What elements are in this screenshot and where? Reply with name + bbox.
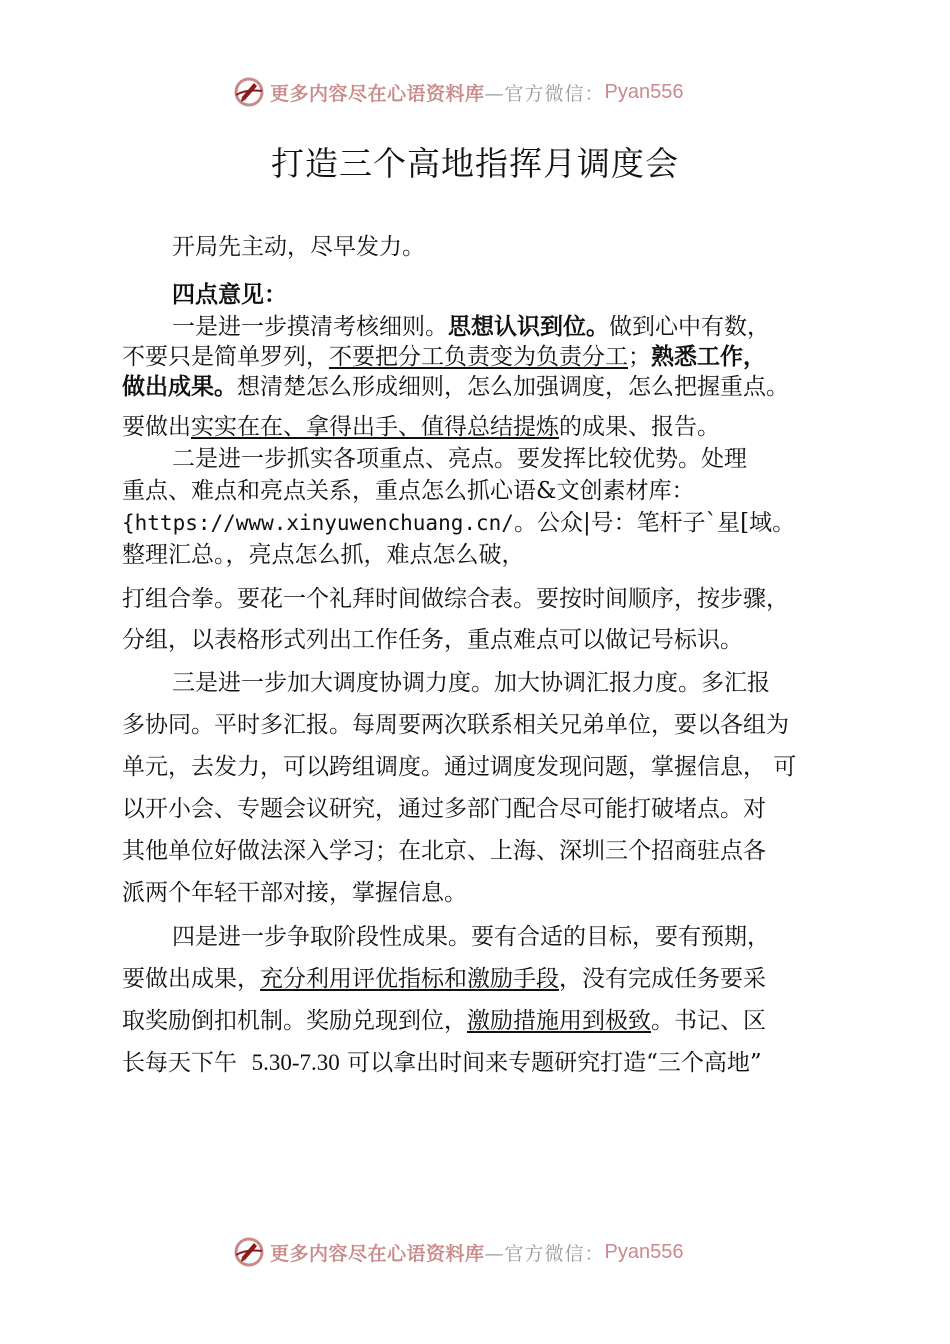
p1-l2d: 熟悉工作， xyxy=(651,344,766,370)
p4-l3a: 取奖励倒扣机制。奖励兑现到位， xyxy=(122,1008,467,1034)
p1-l4b: 实实在在、拿得出手、值得总结提炼 xyxy=(191,414,559,440)
p4-l2c: ，没有完成任务要采 xyxy=(559,966,766,992)
logo-icon xyxy=(232,75,266,109)
p3-line-1: 三是进一步加大调度协调力度。加大协调汇报力度。多汇报 xyxy=(172,670,770,696)
p1-line-1 xyxy=(172,312,770,342)
p2-l3b: 。公众|号：笔杆子`星[域。 xyxy=(513,510,796,536)
header-banner xyxy=(232,74,684,110)
header-banner-text: 更多内容尽在心语资料库 xyxy=(270,82,485,105)
p1-l3a: 做出成果。 xyxy=(122,374,237,400)
p4-l4a: 长每天下午 xyxy=(122,1050,252,1076)
p2-line-4: 整理汇总。，亮点怎么抓，难点怎么破， xyxy=(122,542,525,568)
p4-line-4 xyxy=(122,1048,762,1078)
p2-line-6: 分组，以表格形式列出工作任务，重点难点可以做记号标识。 xyxy=(122,627,743,653)
footer-banner-wechat: —官方微信： xyxy=(484,1242,605,1265)
p1-l2b: 不要把分工负责变为负责分工 xyxy=(329,344,628,370)
p1-l3b: 想清楚怎么形成细则，怎么加强调度，怎么把握重点。 xyxy=(237,374,789,400)
p1-l4a: 要做出 xyxy=(122,414,191,440)
p3-line-3: 单元，去发力，可以跨组调度。通过调度发现问题，掌握信息， 可 xyxy=(122,754,797,780)
intro-line: 开局先主动，尽早发力。 xyxy=(172,234,425,260)
p4-time: 5.30-7.30 xyxy=(251,1050,340,1075)
p4-line-1: 四是进一步争取阶段性成果。要有合适的目标，要有预期， xyxy=(172,924,770,950)
p4-l4c: 可以拿出时间来专题研究打造“三个高地” xyxy=(339,1050,762,1076)
p3-line-4: 以开小会、专题会议研究，通过多部门配合尽可能打破堵点。对 xyxy=(122,796,766,822)
p2-line-2: 重点、难点和亮点关系，重点怎么抓心语&文创素材库： xyxy=(122,478,695,504)
p1-l2c: ； xyxy=(628,344,651,370)
p2-line-5: 打组合拳。要花一个礼拜时间做综合表。要按时间顺序，按步骤， xyxy=(122,586,789,612)
document-title: 打造三个高地指挥月调度会 xyxy=(271,144,679,183)
p1-l1a: 一是进一步摸清考核细则。 xyxy=(172,314,448,340)
p1-line-4 xyxy=(122,412,720,442)
header-banner-wechat: —官方微信： xyxy=(484,82,605,105)
p1-l1b: 思想认识到位。 xyxy=(448,314,609,340)
p3-line-2: 多协同。平时多汇报。每周要两次联系相关兄弟单位，要以各组为 xyxy=(122,712,789,738)
p4-l2b: 充分利用评优指标和激励手段 xyxy=(260,966,559,992)
header-banner-id: Pyan556 xyxy=(604,80,684,103)
p3-line-6: 派两个年轻干部对接，掌握信息。 xyxy=(122,880,467,906)
logo-icon xyxy=(232,1235,266,1269)
p1-l4c: 的成果、报告。 xyxy=(559,414,720,440)
p4-line-2 xyxy=(122,964,766,994)
footer-banner-id: Pyan556 xyxy=(604,1240,684,1263)
opinions-heading: 四点意见： xyxy=(172,282,287,308)
p4-l3c: 。书记、区 xyxy=(651,1008,766,1034)
p1-line-2 xyxy=(122,342,766,372)
p4-l2a: 要做出成果， xyxy=(122,966,260,992)
p1-l2a: 不要只是简单罗列， xyxy=(122,344,329,370)
p1-l1c: 做到心中有数， xyxy=(609,314,770,340)
p4-line-3 xyxy=(122,1006,766,1036)
footer-banner xyxy=(232,1234,684,1270)
footer-banner-text: 更多内容尽在心语资料库 xyxy=(270,1242,485,1265)
p2-line-3 xyxy=(122,508,795,538)
p3-line-5: 其他单位好做法深入学习；在北京、上海、深圳三个招商驻点各 xyxy=(122,838,766,864)
p1-line-3 xyxy=(122,372,789,402)
p4-l3b: 激励措施用到极致 xyxy=(467,1008,651,1034)
p2-line-1: 二是进一步抓实各项重点、亮点。要发挥比较优势。处理 xyxy=(172,446,747,472)
p2-url: {https://www.xinyuwenchuang.cn/ xyxy=(122,511,514,535)
